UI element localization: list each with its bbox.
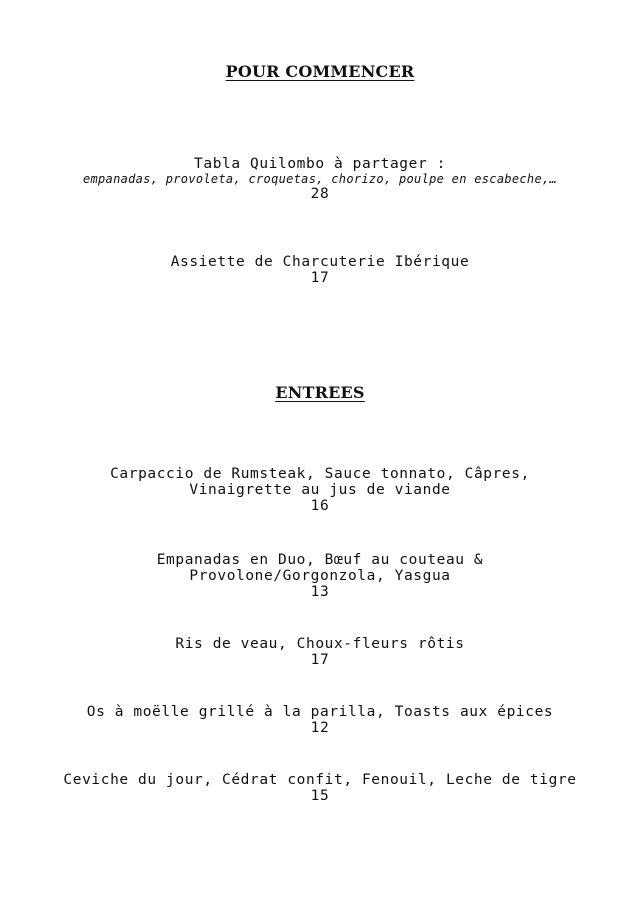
menu-item-name: Tabla Quilombo à partager : <box>194 156 446 172</box>
menu-item-price: 13 <box>310 584 330 600</box>
menu-item-carpaccio <box>56 466 584 514</box>
menu-item-name: Empanadas en Duo, Bœuf au couteau & Provolone/Gorgonzola, Yasgua <box>156 552 484 584</box>
menu-item-name: Assiette de Charcuterie Ibérique <box>170 254 470 270</box>
menu-item-description: empanadas, provoleta, croquetas, chorizo, poulpe en escabeche,… <box>82 172 558 186</box>
section-title-entrees: ENTREES <box>275 383 365 402</box>
menu-item-price: 15 <box>310 788 330 804</box>
menu-item-tabla-quilombo <box>40 156 600 202</box>
menu-item-price: 28 <box>310 186 330 202</box>
menu-item-name: Ris de veau, Choux-fleurs rôtis <box>175 636 465 652</box>
menu-item-empanadas <box>56 552 584 600</box>
section-title-pour-commencer: POUR COMMENCER <box>225 62 415 81</box>
menu-item-ceviche <box>40 772 600 804</box>
menu-item-name: Ceviche du jour, Cédrat confit, Fenouil, Leche de tigre <box>63 772 577 788</box>
menu-item-price: 17 <box>310 652 330 668</box>
menu-item-os-a-moelle <box>40 704 600 736</box>
menu-item-price: 17 <box>310 270 330 286</box>
menu-item-price: 16 <box>310 498 330 514</box>
menu-item-name: Carpaccio de Rumsteak, Sauce tonnato, Câpres, Vinaigrette au jus de viande <box>110 466 530 498</box>
menu-item-name: Os à moëlle grillé à la parilla, Toasts aux épices <box>86 704 554 720</box>
menu-item-ris-de-veau <box>40 636 600 668</box>
menu-item-charcuterie <box>40 254 600 286</box>
menu-item-price: 12 <box>310 720 330 736</box>
